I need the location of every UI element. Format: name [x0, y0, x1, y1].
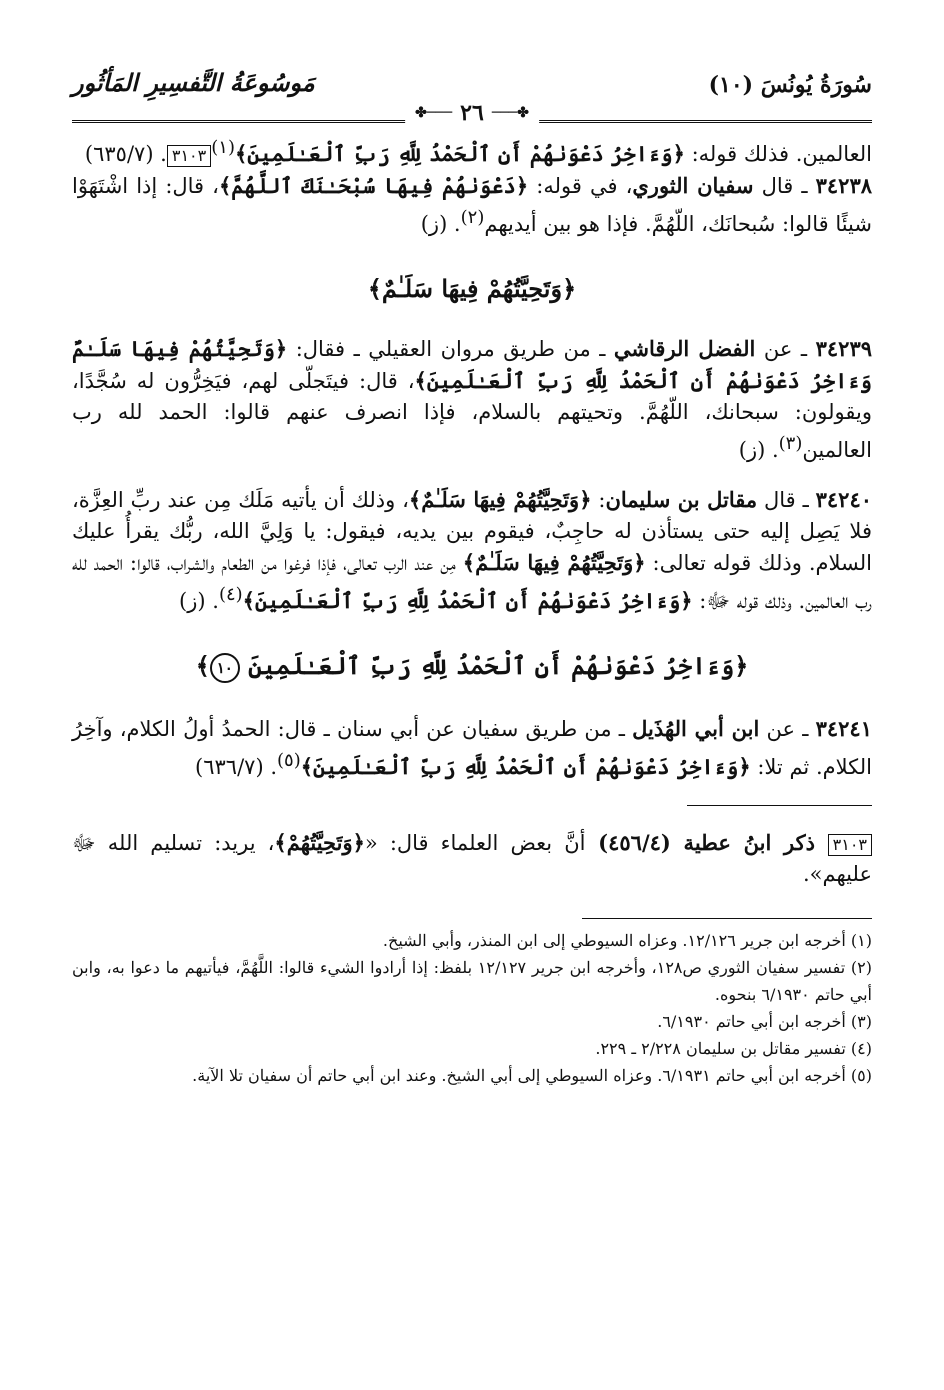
verse-heading-text: ﴿وَءَاخِرُ دَعْوَىٰهُمْ أَنِ ٱلْحَمْدُ لِلَّهِ رَبِّ ٱلْعَـٰلَمِينَ [248, 651, 749, 680]
narration-34241 [72, 713, 872, 783]
source-ref: . (٦٣٦/٧) [195, 754, 277, 779]
text: ـ عن [755, 337, 816, 361]
narrator-name: ابن أبي الهُذَيل [632, 715, 760, 741]
ayah-number-icon: ١٠ [210, 653, 240, 683]
commentary-note [72, 827, 872, 890]
note-ref-box: ٣١٠٣ [167, 145, 211, 167]
source-ref: . (ز) [420, 212, 461, 236]
note-source: ذكر ابنُ عطية (٤٥٦/٤) [585, 829, 828, 855]
page-header [72, 40, 872, 132]
source-ref: . (ز) [738, 438, 779, 462]
text: ، في قوله: [528, 174, 633, 198]
footnote: (٣) أخرجه ابن أبي حاتم ٦/١٩٣٠. [657, 1011, 872, 1031]
narrator-name: سفيان الثوري [632, 173, 754, 198]
surah-title: سُورَةُ يُونُسَ (١٠) [708, 72, 872, 98]
quran-quote: ﴿وَءَاخِرُ دَعْوَىٰهُمْ أَنِ ٱلْحَمْدُ لِلَّهِ رَبِّ ٱلْعَـٰلَمِينَ﴾ [242, 588, 693, 613]
narrator-name: مقاتل بن سليمان [605, 487, 758, 512]
page-number-box [405, 100, 539, 126]
narration-number: ٣٤٢٤١ [815, 715, 872, 741]
page-number: ٢٦ [460, 100, 484, 126]
narrator-name: الفضل الرقاشي [613, 336, 756, 361]
paragraph-continuation [72, 132, 872, 170]
text: ـ قال [753, 174, 816, 198]
quran-quote: ﴿وَءَاخِرُ دَعْوَىٰهُمْ أَنِ ٱلْحَمْدُ لِلَّهِ رَبِّ ٱلْعَـٰلَمِينَ﴾ [234, 141, 685, 166]
quran-quote: ﴿وَءَاخِرُ دَعْوَىٰهُمْ أَنِ ٱلْحَمْدُ لِلَّهِ رَبِّ ٱلْعَـٰلَمِينَ﴾ [300, 753, 751, 779]
page [72, 40, 872, 1370]
footnote-divider [582, 918, 872, 919]
footnote-ref: (٤) [218, 584, 243, 605]
book-title: مَوسُوعَةُ التَّفسِيرِ المَأثُور [72, 68, 315, 97]
verse-heading-close: ﴾ [195, 651, 210, 680]
quran-quote: ﴿وَتَحِيَّتُهُمْ فِيهَا سَلَـٰمٌ﴾ [408, 487, 592, 512]
footnote: (١) أخرجه ابن جرير ١٢/١٢٦. وعزاه السيوطي إلى ابن المنذر، وأبي الشيخ. [382, 930, 872, 950]
text: ـ قال [757, 488, 816, 512]
text: ، قال: إذا اشْتَهَوْا شيئًا قالوا: سُبحانَك، اللّهُمَّ. فإذا هو بين أيديهم [72, 174, 872, 236]
footnote-ref: (٥) [277, 749, 301, 771]
footnote: (٢) تفسير سفيان الثوري ص١٢٨، وأخرجه ابن جرير ١٢/١٢٧ بلفظ: إذا أرادوا الشيء قالوا: اللَّهُمَّ، فيأتيهم ما دعوا به، وابن أبي حاتم ٦/١٩٣٠ بنحوه. [72, 957, 872, 1004]
text: ـ من طريق مروان العقيلي ـ فقال: [287, 337, 614, 361]
narration-number: ٣٤٢٣٨ [815, 173, 873, 198]
note-number-box: ٣١٠٣ [828, 834, 872, 856]
narration-number: ٣٤٢٤٠ [815, 487, 873, 512]
text: ـ من طريق سفيان عن أبي سنان ـ قال: الحمدُ أولُ الكلام، وآخِرُ الكلام. ثم تلا: [72, 716, 872, 779]
text: ـ عن [759, 716, 816, 741]
text: العالمين. فذلك قوله: [684, 142, 872, 166]
text: : [591, 488, 606, 512]
source-ref: . (٦٣٥/٧) [84, 142, 167, 166]
quran-quote: ﴿دَعْوَىٰهُمْ فِيهَا سُبْحَـٰنَكَ ٱللَّهُمَّ﴾ [218, 173, 529, 198]
footnotes [72, 927, 872, 1089]
narration-34238 [72, 170, 872, 240]
quran-quote: ﴿وَتَحِيَّتُهُمْ فِيهَا سَلَـٰمٌ﴾ [462, 550, 646, 575]
footnote-ref: (٣) [778, 433, 803, 454]
text: مِن عند الرب تعالى، فإذا فرغوا من الطعام والشراب، قالوا: الحمد لله رب العالمين. وذلك قوله ﷻ: [72, 551, 872, 613]
quran-quote: ﴿وَتَحِيَّتُهُمْ﴾ [274, 829, 365, 855]
text: أنَّ بعض العلماء قال: « [364, 830, 586, 855]
footnote: (٥) أخرجه ابن أبي حاتم ٦/١٩٣١. وعزاه السيوطي إلى أبي الشيخ. وعند ابن أبي حاتم أن سفيان تلا الآية. [192, 1065, 872, 1085]
ornament-icon: ✤─── [491, 105, 529, 121]
note-divider [687, 805, 872, 806]
footnote: (٤) تفسير مقاتل بن سليمان ٢/٢٢٨ ـ ٢٢٩. [595, 1038, 872, 1058]
spacer [72, 466, 872, 484]
ornament-icon: ───✤ [415, 105, 453, 121]
narration-number: ٣٤٢٣٩ [815, 336, 873, 361]
footnote-ref: (٢) [460, 207, 485, 228]
verse-heading: ﴿وَتَحِيَّتُهُمْ فِيهَا سَلَـٰمٌ﴾ [367, 274, 577, 303]
text: ، وذلك أن يأتيه مَلَك مِن عند ربِّ العِزَّة، فلا يَصِل إليه حتى يستأذن له حاجِبٌ، فيقوم بين يديه، فيقول: يا وَلِيَّ الله، ربُّك يقرأُ عليك السلام. وذلك قوله تعالى: [72, 488, 872, 575]
quran-quote: ﴿وَتَحِيَّتُهُمْ فِيهَا سَلَـٰمٌ وَءَاخِرُ دَعْوَىٰهُمْ أَنِ ٱلْحَمْدُ لِلَّهِ رَبِّ ٱلْعَـٰلَمِينَ﴾ [72, 336, 872, 393]
narration-34240 [72, 484, 872, 617]
footnote-ref: (١) [211, 137, 235, 158]
text: ، يريد: تسليم الله ﷻ عليهم». [72, 830, 872, 886]
source-ref: . (ز) [179, 589, 219, 613]
narration-34239 [72, 333, 872, 466]
verse-heading [72, 651, 872, 683]
text: ، قال: فيتَجلّى لهم، فيَخِرُّون له سُجَّدًا، ويقولون: سبحانك، اللّهُمَّ. وتحيتهم بالسلام، فإذا انصرف عنهم قالوا: الحمد لله رب العالمين [72, 369, 872, 462]
